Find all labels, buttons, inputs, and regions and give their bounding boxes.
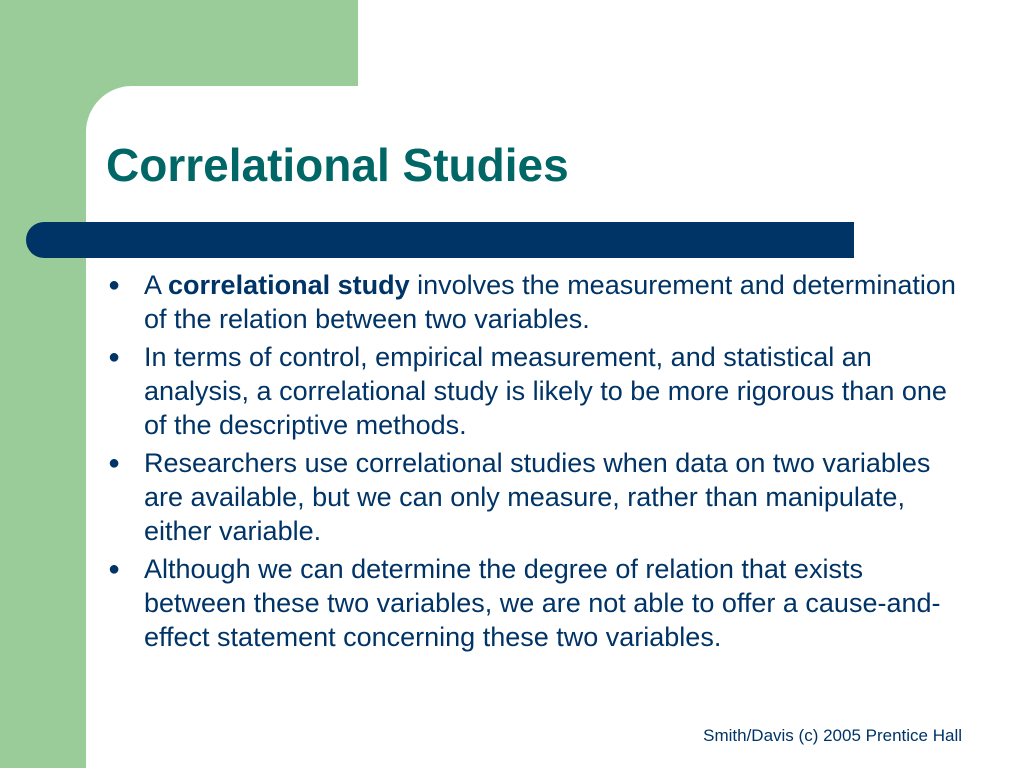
bullet-item [106,446,966,548]
bullet-item [106,340,966,442]
bullet-icon: ● [108,274,121,296]
bullet-icon: ● [108,452,121,474]
bullet-text-suffix: involves the measurement and determination of the relation between two variables. [144,270,956,334]
bullet-item [106,552,966,654]
bullet-icon: ● [108,346,121,368]
slide-footer: Smith/Davis (c) 2005 Prentice Hall [703,726,962,745]
bullet-item [106,268,966,336]
title-underline-bar [26,222,854,258]
bullet-text-prefix: A [144,270,169,300]
slide-title: Correlational Studies [106,139,569,191]
bullet-list [106,268,966,658]
bullet-text-bold: correlational study [168,270,410,300]
bullet-text: In terms of control, empirical measurement, and statistical an analysis, a correlational study is likely to be more rigorous than one of the descriptive methods. [144,342,947,440]
bullet-text: Although we can determine the degree of relation that exists between these two variables, we are not able to offer a cause-and-effect statement concerning these two variables. [144,554,941,652]
bullet-icon: ● [108,558,121,580]
bullet-text: Researchers use correlational studies when data on two variables are available, but we can only measure, rather than manipulate, either variable. [144,448,931,546]
